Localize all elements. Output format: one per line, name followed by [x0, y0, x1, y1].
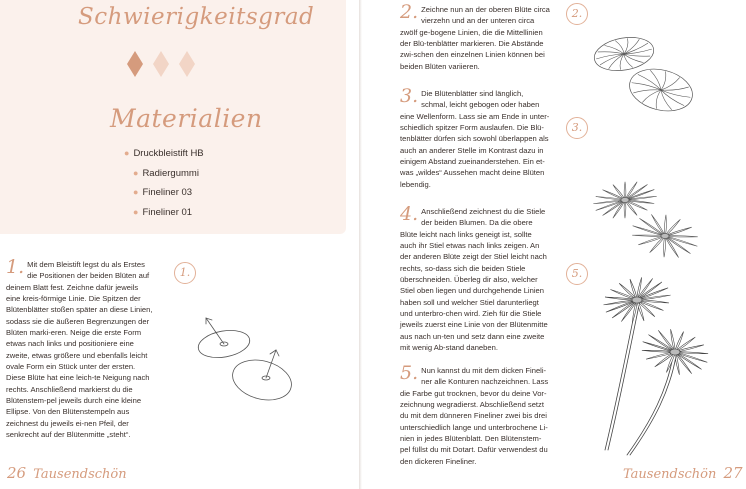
- footer-left: [4, 464, 127, 482]
- step-text: Die Blütenblätter sind länglich, schmal, leicht gebogen oder haben eine Wellenform. Lass sie am Ende in unter-schiedlich spitzer Form auslaufen. Die Blü-tenblätter dürfen sich sowohl überlappen als auch an anderer Stelle im Kontrast dazu in einigem Abstand zueinanderstehen. Ein et-was „wildes“ Aussehen macht deine Blüten lebendig.: [400, 89, 550, 189]
- drawing-label: 1.: [174, 262, 196, 284]
- petal-midline: [607, 54, 626, 69]
- drawing-stage-5: [597, 260, 717, 460]
- step-5: [400, 362, 550, 467]
- page-number: 27: [723, 464, 743, 482]
- bullet-icon: ●: [133, 187, 139, 197]
- step-text: Mit dem Bleistift legst du als Erstes die Positionen der beiden Blüten auf deinem Blatt fest. Zeichne dafür jeweils eine kreis-förmige Linie. Die Spitzen der Blütenblätter stoßen später an diese Linien, sodass sie die äußeren Begrenzungen der Blüten marki-eren. Neige die erste Form etwas nach links und positioniere eine zweite, etwas größere und ebenfalls leicht ovale Form ein Stück unter der ersten. Diese Blüte hat eine leich-te Neigung nach rechts. Anschließend markierst du die Blütenstem-pel jeweils durch eine kleine Ellipse. Von den Blütenstempeln aus zeichnest du jeweils ei-nen Pfeil, der senkrecht auf der Blütenmitte „steht“.: [6, 260, 153, 440]
- stem: [608, 300, 640, 450]
- difficulty-diamond-empty: [153, 51, 169, 77]
- daisy-flowers: [603, 277, 708, 374]
- book-title: Tausendschön: [623, 467, 717, 482]
- petal-midline: [642, 86, 661, 106]
- left-page: [0, 0, 360, 489]
- step-number: 5.: [400, 362, 419, 384]
- footer-right: [623, 464, 746, 482]
- step-number: 1.: [6, 256, 25, 278]
- difficulty-title: Schwierigkeitsgrad: [78, 4, 315, 30]
- difficulty-diamonds: [125, 49, 197, 79]
- step-number: 2.: [400, 1, 419, 23]
- step-text: Nun kannst du mit dem dicken Fineli-ner alle Konturen nachzeichnen. Lass die Farbe gut trocknen, bevor du deine Vor-zeichnung wegradierst. Abschließend setzt du mit dem dünneren Fineliner zwei bis drei unterschiedlich lange und unterbrochene Li-nien in jedes Blütenblatt. Den Blütenstem-pel füllst du mit Dotart. Dafür verwendest du den dickeren Fineliner.: [400, 366, 549, 466]
- petal-midline: [624, 49, 652, 55]
- step-text: Anschließend zeichnest du die Stiele der beiden Blumen. Da die obere Blüte leicht nach links geneigt ist, sollte auch ihr Stiel etwas nach links zeigen. An der anderen Blüte zeigt der Stiel leicht nach rechts, so-dass sich die beiden Stiele überschneiden. Überleg dir also, welcher Stiel oben liegen und durchgehende Linien haben soll und welcher Stiel darunterliegt und unterbro-chen wird. Zieh für die Stiele jeweils zuerst eine Linie von der Blütenmitte aus nach un-ten und setz dann eine zweite mit wenig Ab-stand daneben.: [400, 207, 548, 353]
- petal-midline: [659, 90, 687, 106]
- step-3: [400, 85, 550, 190]
- material-item: ● Druckbleistift HB: [124, 148, 204, 159]
- petal-midline: [596, 53, 624, 59]
- step-1: [6, 256, 154, 441]
- material-item: ● Fineliner 03: [133, 187, 193, 198]
- step-number: 4.: [400, 203, 419, 225]
- drawing-stage-2: [586, 24, 704, 120]
- petal-midline: [621, 39, 630, 54]
- flower-center: [632, 297, 642, 303]
- drawing-label: 3.: [566, 117, 588, 139]
- drawing-stage-1: [180, 300, 310, 410]
- daisy-heads: [593, 182, 698, 258]
- book-title: Tausendschön: [33, 467, 127, 482]
- bullet-icon: ●: [124, 148, 130, 158]
- info-panel: [0, 0, 346, 234]
- materials-title: Materialien: [110, 104, 263, 133]
- difficulty-diamond-filled: [127, 51, 143, 77]
- petal-midline: [661, 74, 680, 94]
- stem: [627, 356, 673, 455]
- step-number: 3.: [400, 85, 419, 107]
- flower-center: [670, 349, 680, 355]
- petal-midline: [618, 54, 627, 69]
- flower-center: [661, 234, 669, 239]
- drawing-label: 5.: [566, 263, 588, 285]
- petal-midline: [622, 39, 641, 54]
- bullet-icon: ●: [133, 167, 139, 178]
- material-item: ● Fineliner 01: [133, 206, 193, 218]
- materials-list: [124, 148, 204, 226]
- bullet-icon: ●: [133, 206, 139, 217]
- right-page: [361, 0, 743, 489]
- difficulty-diamond-empty: [179, 51, 195, 77]
- stems: [605, 300, 676, 455]
- step-4: [400, 203, 550, 353]
- drawing-stage-3: [589, 170, 709, 270]
- step-2: [400, 1, 550, 72]
- material-item: ● Radiergummi: [133, 167, 199, 179]
- page-number: 26: [7, 464, 27, 482]
- step-text: Zeichne nun an der oberen Blüte circa vierzehn und an der unteren circa zwölf ge-bogene Linien, die die Mittellinien der Blü-tenblätter markieren. Die Abstände zwi-schen den einzelnen Linien können bei beiden Blüten variieren.: [400, 5, 550, 71]
- drawing-label: 2.: [566, 3, 588, 25]
- flower-center: [621, 198, 629, 203]
- petal-midline: [636, 74, 664, 90]
